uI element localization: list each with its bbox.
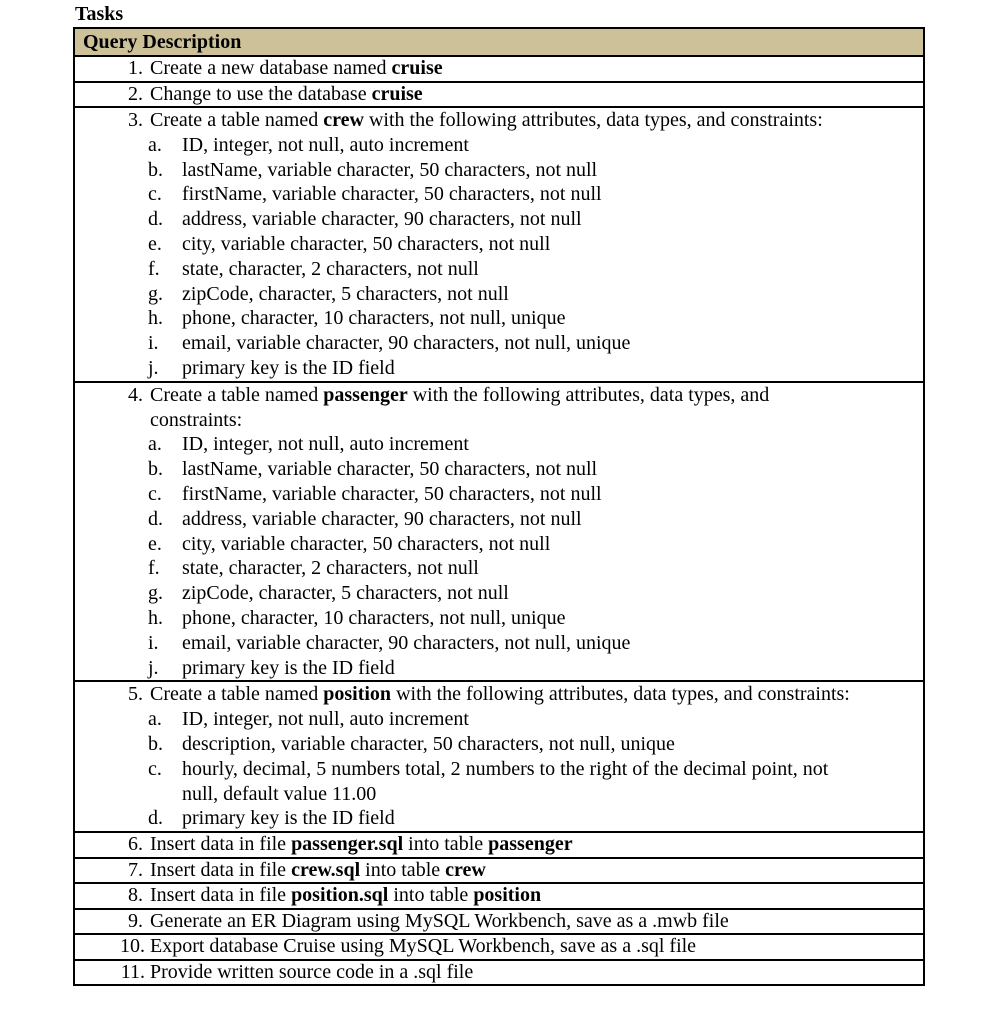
item-letter: b.: [148, 158, 163, 181]
item-letter: d.: [148, 208, 163, 231]
tasks-table: [73, 27, 925, 986]
list-item: [75, 457, 919, 482]
item-letter: b.: [148, 458, 163, 481]
item-text: ID, integer, not null, auto increment: [182, 133, 469, 156]
item-letter: g.: [148, 582, 163, 605]
list-item: [75, 806, 919, 831]
task-number: 9.: [128, 909, 143, 932]
item-text: firstName, variable character, 50 characters, not null: [182, 183, 602, 206]
item-text: primary key is the ID field: [182, 807, 395, 830]
task-11: [75, 961, 919, 985]
task-number: 4.: [128, 383, 143, 406]
list-item: [75, 532, 919, 557]
task-number: 3.: [128, 109, 143, 131]
task-text: Create a table named: [150, 683, 324, 706]
task-text: Export database Cruise using MySQL Workbench, save as a .sql file: [150, 935, 697, 958]
list-item: [75, 257, 919, 282]
list-item: [75, 732, 919, 757]
task-bold: position.sql: [291, 884, 389, 907]
list-item: [75, 482, 919, 507]
item-letter: c.: [148, 757, 162, 780]
list-item: [75, 757, 919, 782]
item-text: ID, integer, not null, auto increment: [182, 433, 469, 456]
item-letter: a.: [148, 708, 162, 731]
task-number: 5.: [128, 683, 143, 706]
task-number: 7.: [128, 858, 143, 881]
table-row: [74, 934, 924, 960]
list-item: [75, 631, 919, 656]
table-row: [74, 960, 924, 986]
task-number: 2.: [128, 82, 143, 105]
task-text: Create a table named: [150, 109, 324, 131]
item-text: zipCode, character, 5 characters, not null: [182, 582, 509, 605]
task-8: [75, 884, 919, 908]
list-item: [75, 507, 919, 532]
item-text: lastName, variable character, 50 characters, not null: [182, 158, 598, 181]
item-letter: b.: [148, 732, 163, 755]
item-letter: c.: [148, 482, 162, 505]
item-text: city, variable character, 50 characters, not null: [182, 232, 551, 255]
task-bold: position: [323, 683, 392, 706]
item-letter: j.: [148, 356, 159, 379]
list-item: [75, 182, 919, 207]
task-text: Insert data in file: [150, 858, 292, 881]
item-text: ID, integer, not null, auto increment: [182, 708, 469, 731]
task-5: [75, 682, 919, 707]
item-letter: h.: [148, 307, 163, 330]
table-row: [74, 858, 924, 884]
task-bold: crew: [445, 858, 486, 881]
item-text: address, variable character, 90 characters, not null: [182, 507, 582, 530]
item-text: state, character, 2 characters, not null: [182, 557, 479, 580]
item-letter: i.: [148, 631, 159, 654]
task-text: Create a table named: [150, 383, 324, 406]
header-query-description: Query Description: [74, 28, 924, 56]
item-text: state, character, 2 characters, not null: [182, 257, 479, 280]
list-item: [75, 133, 919, 158]
task-text: into table: [388, 884, 474, 907]
list-item: [75, 331, 919, 356]
list-item: [75, 656, 919, 681]
task-1: [75, 57, 919, 81]
task-number: 11.: [120, 960, 145, 983]
task-number: 1.: [128, 57, 143, 79]
item-letter: f.: [148, 557, 160, 580]
list-item: [75, 282, 919, 307]
list-item: [75, 356, 919, 381]
table-row: [74, 82, 924, 108]
task-number: 10.: [120, 935, 145, 958]
list-item: [75, 432, 919, 457]
task-4: [75, 383, 919, 408]
task-bold: passenger: [323, 383, 408, 406]
item-letter: h.: [148, 606, 163, 629]
item-letter: f.: [148, 257, 160, 280]
list-item: [75, 207, 919, 232]
list-item: [75, 581, 919, 606]
task-10: [75, 935, 919, 959]
table-row: [74, 107, 924, 382]
task-text: Change to use the database: [150, 82, 372, 105]
item-letter: e.: [148, 232, 162, 255]
item-letter: g.: [148, 282, 163, 305]
list-item: [75, 306, 919, 331]
task-text: into table: [403, 833, 489, 856]
task-3: [75, 108, 919, 133]
task-7: [75, 859, 919, 883]
table-header-row: [74, 28, 924, 56]
list-item: [75, 707, 919, 732]
item-text: firstName, variable character, 50 characters, not null: [182, 482, 602, 505]
item-text: null, default value 11.00: [182, 782, 377, 805]
task-text: Insert data in file: [150, 833, 292, 856]
item-text: city, variable character, 50 characters, not null: [182, 532, 551, 555]
list-item-continued: [75, 782, 919, 807]
item-text: lastName, variable character, 50 characters, not null: [182, 458, 598, 481]
task-text: Generate an ER Diagram using MySQL Workbench, save as a .mwb file: [150, 909, 729, 932]
tasks-title: Tasks: [75, 3, 124, 25]
task-6: [75, 833, 919, 857]
task-bold: crew: [323, 109, 364, 131]
task-bold: cruise: [391, 57, 443, 79]
item-text: hourly, decimal, 5 numbers total, 2 numbers to the right of the decimal point, not: [182, 757, 829, 780]
table-row: [74, 56, 924, 82]
item-text: address, variable character, 90 characters, not null: [182, 208, 582, 231]
item-text: primary key is the ID field: [182, 356, 395, 379]
task-text: with the following attributes, data types, and: [407, 383, 770, 406]
item-letter: a.: [148, 133, 162, 156]
item-text: phone, character, 10 characters, not null, unique: [182, 307, 566, 330]
item-letter: i.: [148, 332, 159, 355]
table-row: [74, 909, 924, 935]
task-2: [75, 83, 919, 107]
task-bold: cruise: [371, 82, 423, 105]
list-item: [75, 556, 919, 581]
list-item: [75, 232, 919, 257]
list-item: [75, 158, 919, 183]
task-bold: passenger.sql: [291, 833, 404, 856]
item-text: primary key is the ID field: [182, 656, 395, 679]
task-bold: passenger: [488, 833, 573, 856]
task-4-continued: [75, 408, 919, 433]
table-row: [74, 382, 924, 682]
table-row: [74, 681, 924, 832]
task-9: [75, 910, 919, 934]
list-item: [75, 606, 919, 631]
task-text: with the following attributes, data types, and constraints:: [391, 683, 850, 706]
item-text: zipCode, character, 5 characters, not null: [182, 282, 509, 305]
task-text: Create a new database named: [150, 57, 392, 79]
item-text: email, variable character, 90 characters, not null, unique: [182, 631, 631, 654]
item-letter: a.: [148, 433, 162, 456]
task-text: with the following attributes, data types, and constraints:: [363, 109, 823, 131]
item-text: email, variable character, 90 characters, not null, unique: [182, 332, 631, 355]
task-text: into table: [360, 858, 446, 881]
task-bold: crew.sql: [291, 858, 361, 881]
item-letter: e.: [148, 532, 162, 555]
task-text: Provide written source code in a .sql file: [150, 960, 474, 983]
item-letter: d.: [148, 507, 163, 530]
item-letter: d.: [148, 807, 163, 830]
item-text: phone, character, 10 characters, not null, unique: [182, 606, 566, 629]
table-row: [74, 883, 924, 909]
task-number: 6.: [128, 833, 143, 856]
item-text: description, variable character, 50 characters, not null, unique: [182, 732, 675, 755]
item-letter: j.: [148, 656, 159, 679]
task-bold: position: [473, 884, 542, 907]
task-text: constraints:: [150, 408, 243, 431]
task-number: 8.: [128, 884, 143, 907]
item-letter: c.: [148, 183, 162, 206]
table-row: [74, 832, 924, 858]
task-text: Insert data in file: [150, 884, 292, 907]
